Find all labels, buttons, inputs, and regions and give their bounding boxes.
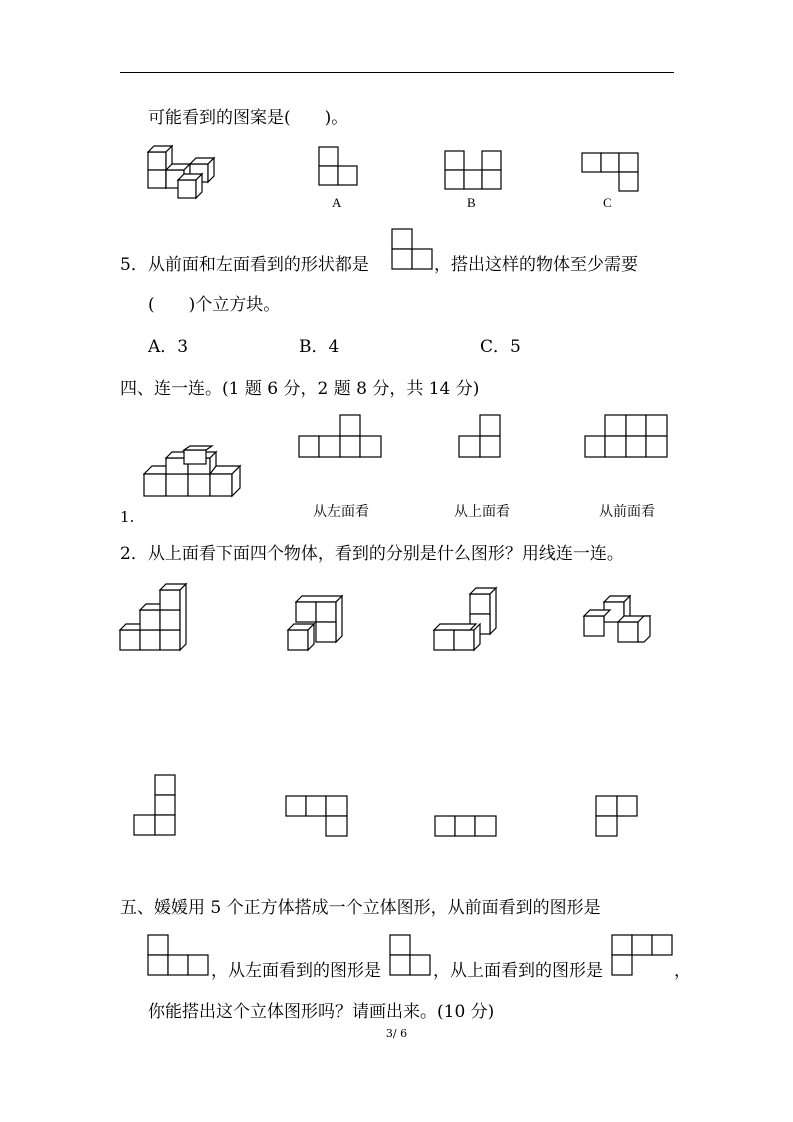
q5-view-shape (390, 227, 434, 271)
q4-option-a-figure (318, 146, 358, 186)
section4-heading: 四、连一连。(1 题 6 分，2 题 8 分，共 14 分) (120, 379, 480, 399)
section5-line1: 五、媛媛用 5 个正方体搭成一个立体图形，从前面看到的图形是 (120, 898, 601, 918)
s4-view-front-caption: 从前面看 (599, 504, 655, 520)
q4-option-a-label: A (332, 195, 342, 210)
q5-line1-after: ，搭出这样的物体至少需要 (434, 255, 638, 275)
s4-q2-view-2 (285, 795, 349, 839)
s4-q1-number: 1. (120, 508, 135, 526)
s4-q2-view-1 (133, 774, 177, 838)
section5-line3: 你能搭出这个立体图形吗？请画出来。(10 分) (148, 1002, 495, 1022)
section5-end: ， (674, 961, 691, 981)
s4-view-top-caption: 从上面看 (454, 504, 510, 520)
s5-front-view (147, 934, 211, 978)
q5-choice-c: C．5 (480, 337, 521, 357)
s4-view-front-figure (584, 414, 670, 460)
q5-line1-before: 5．从前面和左面看到的形状都是 (120, 255, 369, 275)
s4-q2-text: 2．从上面看下面四个物体，看到的分别是什么图形？用线连一连。 (120, 544, 624, 564)
s4-view-left-figure (298, 414, 384, 460)
q4-text: 可能看到的图案是( )。 (148, 108, 349, 128)
s4-q2-view-3 (434, 815, 498, 839)
s4-view-top-figure (458, 414, 504, 460)
q4-option-b-figure (444, 150, 502, 190)
s4-q2-object-1 (118, 582, 192, 654)
q4-option-c-label: C (603, 195, 612, 210)
q4-option-b-label: B (467, 195, 476, 210)
header-rule (120, 72, 674, 73)
s4-q2-object-2 (286, 592, 348, 654)
q5-line2: ( )个立方块。 (148, 295, 281, 315)
section5-mid1: ，从左面看到的图形是 (211, 961, 381, 981)
section5-mid2: ，从上面看到的图形是 (433, 961, 603, 981)
s5-top-view (611, 934, 675, 978)
s5-left-view (389, 934, 433, 978)
page-number: 3/ 6 (385, 1027, 408, 1040)
s4-q2-view-4 (595, 795, 639, 839)
q5-choice-a: A．3 (148, 337, 189, 357)
q4-option-c-figure (581, 152, 639, 192)
s4-q1-cube-figure (140, 444, 244, 500)
s4-q2-object-3 (432, 586, 502, 654)
q4-cube-figure (140, 140, 220, 202)
q5-choice-b: B．4 (299, 337, 340, 357)
s4-q2-object-4 (580, 594, 654, 654)
s4-view-left-caption: 从左面看 (313, 504, 369, 520)
